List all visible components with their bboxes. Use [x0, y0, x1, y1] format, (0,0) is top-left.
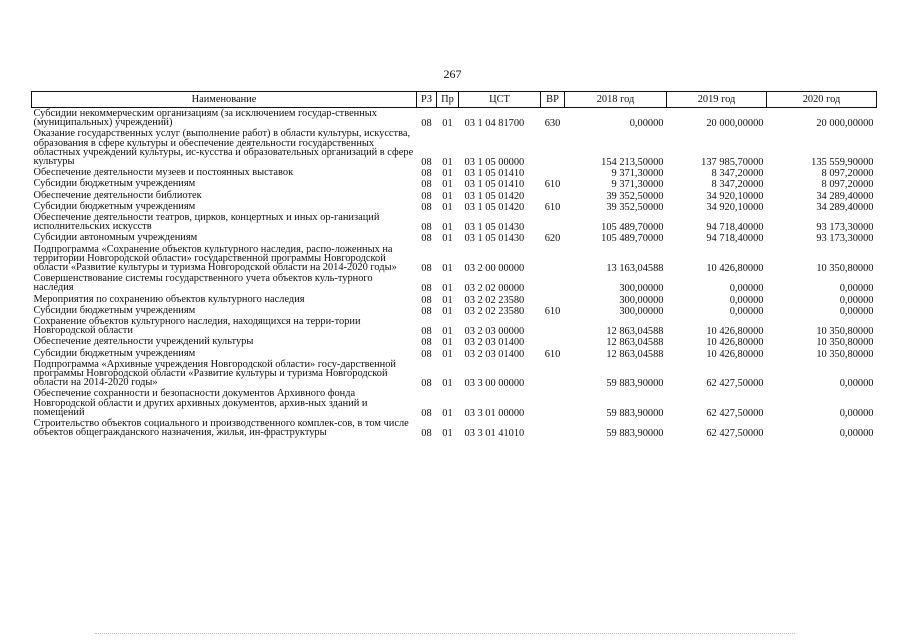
cell-y2019: 34 920,10000 [706, 201, 764, 213]
cell-pr: 01 [442, 222, 453, 234]
cell-rz: 08 [421, 157, 432, 169]
cell-y2018: 59 883,90000 [606, 407, 664, 419]
cell-cst: 03 1 04 81700 [464, 118, 525, 130]
table-row [32, 201, 877, 212]
cell-rz: 08 [421, 407, 432, 419]
cell-y2020: 8 097,20000 [821, 179, 874, 191]
cell-pr: 01 [442, 179, 453, 191]
cell-pr: 01 [442, 157, 453, 169]
cell-y2020: 135 559,90000 [811, 157, 874, 169]
cell-y2019: 137 985,70000 [701, 157, 764, 169]
cell-name: Субсидии бюджетным учреждениям [33, 347, 196, 359]
cell-y2019: 0,00000 [729, 283, 764, 295]
cell-y2020: 0,00000 [839, 283, 874, 295]
cell-y2019: 10 426,80000 [706, 348, 764, 360]
cell-cst: 03 1 05 01420 [464, 201, 525, 213]
cell-rz: 08 [421, 118, 432, 130]
cell-y2018: 12 863,04588 [606, 326, 664, 338]
cell-pr: 01 [442, 378, 453, 390]
cell-y2020: 0,00000 [839, 407, 874, 419]
cell-rz: 08 [421, 305, 432, 317]
cell-cst: 03 2 00 00000 [464, 263, 525, 275]
cell-rz: 08 [421, 348, 432, 360]
cell-cst: 03 2 03 01400 [464, 337, 525, 349]
cell-y2019: 8 347,20000 [711, 168, 764, 180]
cell-pr: 01 [442, 168, 453, 180]
cell-y2019: 34 920,10000 [706, 190, 764, 202]
table-row [32, 348, 877, 359]
table-row [32, 418, 877, 438]
cell-pr: 01 [442, 305, 453, 317]
cell-y2019: 62 427,50000 [706, 378, 764, 390]
cell-pr: 01 [442, 326, 453, 338]
cell-y2018: 300,00000 [619, 294, 664, 306]
cell-y2020: 8 097,20000 [821, 168, 874, 180]
cell-cst: 03 2 03 00000 [464, 326, 525, 338]
cell-y2019: 94 718,40000 [706, 233, 764, 245]
table-row [32, 316, 877, 336]
cell-rz: 08 [421, 294, 432, 306]
cell-vr [541, 336, 565, 347]
cell-pr: 01 [442, 118, 453, 130]
cell-pr: 01 [442, 283, 453, 295]
cell-name: Обеспечение деятельности театров, цирков, концертных и иных ор-ганизаций исполнительских искусств [33, 212, 380, 233]
cell-name: Обеспечение деятельности библиотек [33, 189, 202, 201]
cell-y2018: 105 489,70000 [601, 233, 664, 245]
cell-cst: 03 3 00 00000 [464, 378, 525, 390]
cell-vr [541, 212, 565, 232]
cell-pr: 01 [442, 233, 453, 245]
cell-cst: 03 3 01 41010 [464, 428, 525, 440]
cell-rz: 08 [421, 233, 432, 245]
cell-y2018: 12 863,04588 [606, 337, 664, 349]
cell-y2018: 39 352,50000 [606, 201, 664, 213]
table-row [32, 108, 877, 129]
cell-pr: 01 [442, 201, 453, 213]
cell-name: Субсидии бюджетным учреждениям [33, 178, 196, 190]
cell-vr [541, 190, 565, 201]
cell-rz: 08 [421, 190, 432, 202]
cell-y2018: 300,00000 [619, 305, 664, 317]
cell-y2018: 9 371,30000 [611, 179, 664, 191]
cell-cst: 03 1 05 01420 [464, 190, 525, 202]
cell-name: Обеспечение деятельности учреждений культуры [33, 336, 254, 348]
cell-pr: 01 [442, 428, 453, 440]
cell-cst: 03 1 05 00000 [464, 157, 525, 169]
cell-y2019: 20 000,00000 [706, 118, 764, 130]
cell-cst: 03 1 05 01410 [464, 168, 525, 180]
cell-cst: 03 2 02 23580 [464, 305, 525, 317]
header-name: Наименование [32, 92, 417, 108]
header-cst: ЦСТ [459, 92, 541, 108]
cell-y2018: 59 883,90000 [606, 428, 664, 440]
cell-cst: 03 2 03 01400 [464, 348, 525, 360]
cell-name: Подпрограмма «Сохранение объектов культурного наследия, распо-ложенных на территории Новгородской области» государственной программы Новгородской области «Развитие культуры и туризма Новгородской области на 2014-2020 годы» [33, 243, 397, 274]
cell-pr: 01 [442, 337, 453, 349]
cell-y2020: 10 350,80000 [816, 326, 874, 338]
cell-y2020: 0,00000 [839, 378, 874, 390]
cell-vr: 610 [544, 305, 561, 317]
cell-vr: 610 [544, 179, 561, 191]
table-row [32, 359, 877, 389]
cell-y2019: 62 427,50000 [706, 428, 764, 440]
table-row [32, 232, 877, 243]
cell-y2020: 10 350,80000 [816, 263, 874, 275]
header-2020: 2020 год [767, 92, 877, 108]
cell-pr: 01 [442, 348, 453, 360]
cell-rz: 08 [421, 179, 432, 191]
cell-y2020: 0,00000 [839, 294, 874, 306]
cell-vr [541, 128, 565, 167]
cell-y2019: 10 426,80000 [706, 326, 764, 338]
cell-y2018: 154 213,50000 [601, 157, 664, 169]
table-row [32, 273, 877, 293]
table-row [32, 305, 877, 316]
cell-vr [541, 418, 565, 438]
header-2018: 2018 год [565, 92, 667, 108]
cell-y2018: 9 371,30000 [611, 168, 664, 180]
cell-pr: 01 [442, 294, 453, 306]
cell-y2018: 0,00000 [629, 118, 664, 130]
cell-name: Субсидии бюджетным учреждениям [33, 304, 196, 316]
cell-name: Обеспечение сохранности и безопасности документов Архивного фонда Новгородской области и других архивных документов, архив-ных зданий и помещений [33, 388, 368, 418]
cell-y2018: 12 863,04588 [606, 348, 664, 360]
cell-pr: 01 [442, 190, 453, 202]
table-row [32, 388, 877, 418]
cell-vr [541, 359, 565, 389]
cell-y2018: 13 163,04588 [606, 263, 664, 275]
budget-table [31, 91, 877, 439]
table-header [32, 92, 877, 108]
cell-name: Обеспечение деятельности музеев и постоянных выставок [33, 167, 294, 179]
cell-rz: 08 [421, 201, 432, 213]
cell-vr [541, 316, 565, 336]
cell-vr: 620 [544, 233, 561, 245]
cell-rz: 08 [421, 337, 432, 349]
cell-y2019: 10 426,80000 [706, 263, 764, 275]
cell-name: Строительство объектов социального и производственного комплек-сов, в том числе объектов общегражданского назначения, жилья, ин-фраструктуры [33, 418, 409, 439]
cell-y2019: 10 426,80000 [706, 337, 764, 349]
cell-y2020: 34 289,40000 [816, 190, 874, 202]
cell-y2019: 0,00000 [729, 294, 764, 306]
cell-rz: 08 [421, 222, 432, 234]
cell-cst: 03 3 01 00000 [464, 407, 525, 419]
cell-cst: 03 1 05 01410 [464, 179, 525, 191]
cell-name: Подпрограмма «Архивные учреждения Новгородской области» госу-дарственной программы Новгородской области «Развитие культуры и туризма Новгородской области на 2014-2020 годы» [33, 358, 396, 389]
header-vr: ВР [541, 92, 565, 108]
table-row [32, 190, 877, 201]
cell-y2020: 93 173,30000 [816, 233, 874, 245]
cell-y2019: 8 347,20000 [711, 179, 764, 191]
cell-y2019: 0,00000 [729, 305, 764, 317]
header-2019: 2019 год [667, 92, 767, 108]
cell-y2020: 93 173,30000 [816, 222, 874, 234]
cell-name: Субсидии автономным учреждениям [33, 232, 198, 244]
cell-y2020: 0,00000 [839, 428, 874, 440]
cell-y2020: 34 289,40000 [816, 201, 874, 213]
cell-y2020: 10 350,80000 [816, 348, 874, 360]
cell-name: Субсидии бюджетным учреждениям [33, 200, 196, 212]
table-row [32, 167, 877, 178]
cell-y2018: 105 489,70000 [601, 222, 664, 234]
table-body [32, 108, 877, 439]
table-row [32, 128, 877, 167]
cell-rz: 08 [421, 428, 432, 440]
cell-y2020: 20 000,00000 [816, 118, 874, 130]
table-row [32, 244, 877, 274]
cell-vr [541, 273, 565, 293]
page-number: 267 [443, 67, 462, 81]
cell-y2018: 300,00000 [619, 283, 664, 295]
cell-vr [541, 388, 565, 418]
cell-rz: 08 [421, 263, 432, 275]
cell-y2018: 59 883,90000 [606, 378, 664, 390]
table-row [32, 294, 877, 305]
cell-y2018: 39 352,50000 [606, 190, 664, 202]
cell-cst: 03 1 05 01430 [464, 222, 525, 234]
cell-y2019: 94 718,40000 [706, 222, 764, 234]
cell-name: Мероприятия по сохранению объектов культурного наследия [33, 293, 305, 305]
table-row [32, 212, 877, 232]
cell-vr: 610 [544, 348, 561, 360]
cell-cst: 03 2 02 23580 [464, 294, 525, 306]
cell-cst: 03 2 02 00000 [464, 283, 525, 295]
cell-vr: 610 [544, 201, 561, 213]
cell-rz: 08 [421, 378, 432, 390]
cell-rz: 08 [421, 326, 432, 338]
cell-name: Совершенствование системы государственного учета объектов куль-турного наследия [33, 273, 373, 294]
cell-y2020: 0,00000 [839, 305, 874, 317]
cell-pr: 01 [442, 407, 453, 419]
table-row [32, 178, 877, 189]
table-row [32, 336, 877, 347]
cell-y2019: 62 427,50000 [706, 407, 764, 419]
scan-noise-line [95, 633, 795, 636]
cell-name: Сохранение объектов культурного наследия, находящихся на терри-тории Новгородской области [33, 316, 361, 337]
cell-rz: 08 [421, 283, 432, 295]
header-pr: Пр [437, 92, 459, 108]
cell-vr [541, 244, 565, 274]
cell-pr: 01 [442, 263, 453, 275]
cell-name: Оказание государственных услуг (выполнение работ) в области культуры, искусства, образования в сфере культуры и обеспечение деятельности государственных областных учреждений культуры, ис-кусства и образовательных организаций в сфере культуры [33, 128, 414, 168]
cell-vr: 630 [544, 118, 561, 130]
cell-y2020: 10 350,80000 [816, 337, 874, 349]
cell-vr [541, 167, 565, 178]
cell-rz: 08 [421, 168, 432, 180]
header-rz: РЗ [417, 92, 437, 108]
cell-vr [541, 294, 565, 305]
cell-cst: 03 1 05 01430 [464, 233, 525, 245]
cell-name: Субсидии некоммерческим организациям (за исключением государ-ственных (муниципальных) учреждений) [33, 108, 377, 129]
